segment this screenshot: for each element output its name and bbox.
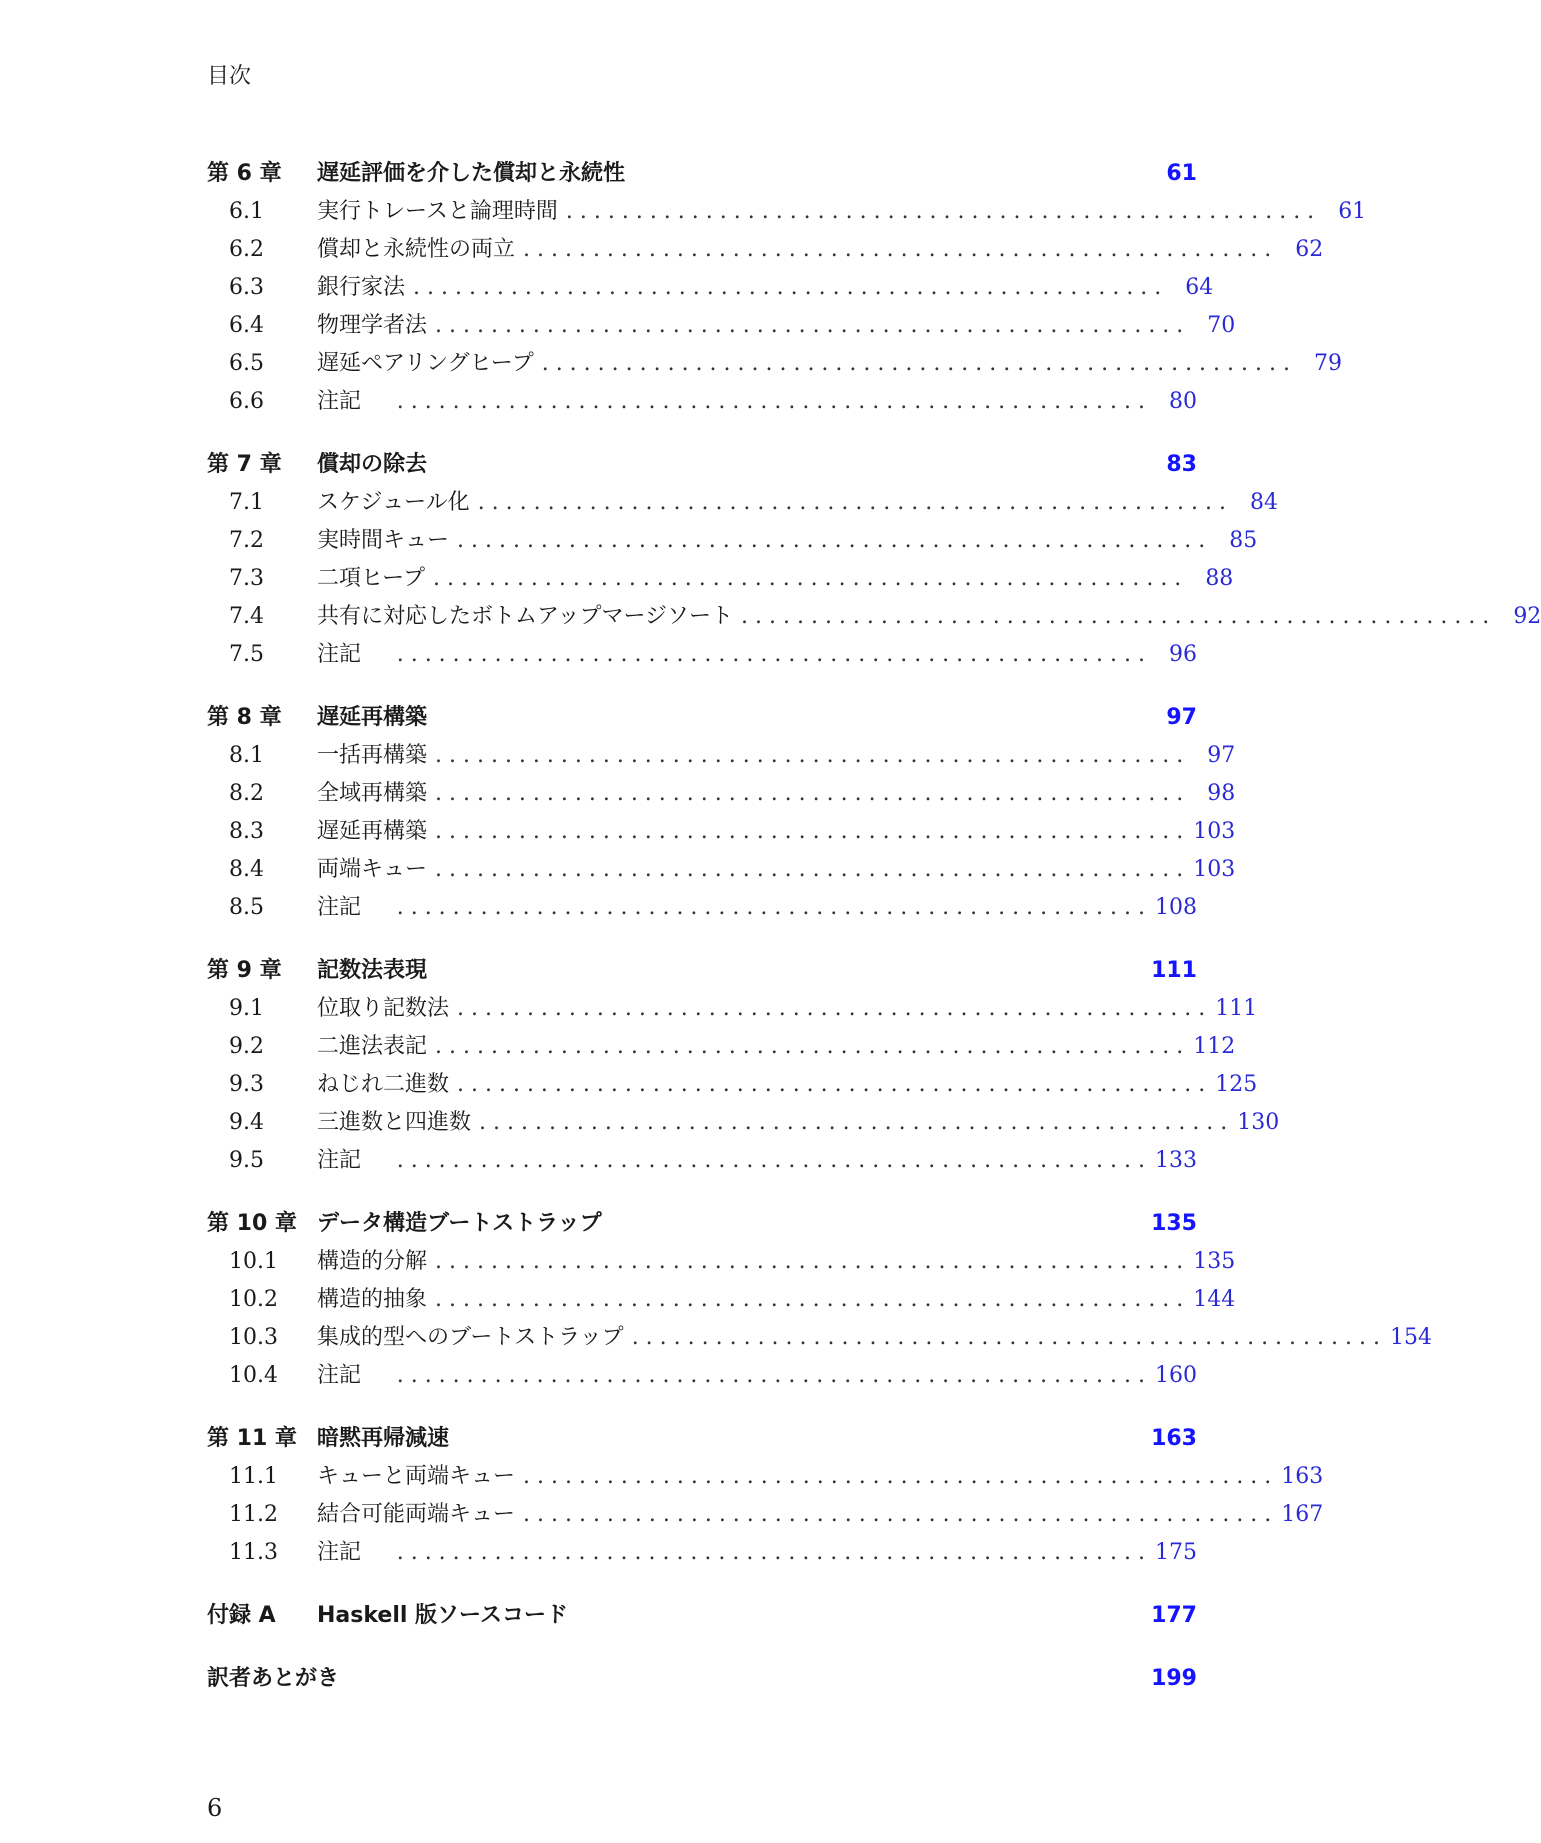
dot-leader: . . . . . . . . . . . . . . . . . . . . . . . . . . . . . . . . . . . . . . . . . . . . . . . . . . . . . . [565, 199, 1315, 224]
toc-section-row[interactable] [207, 522, 1258, 560]
toc-chapter-row[interactable] [207, 1205, 1197, 1243]
chapter-title: Haskell 版ソースコード [317, 1603, 568, 1628]
dot-leader: . . . . . . . . . . . . . . . . . . . . . . . . . . . . . . . . . . . . . . . . . . . . . . . . . . . . . . [435, 781, 1184, 806]
dot-leader: . . . . . . . . . . . . . . . . . . . . . . . . . . . . . . . . . . . . . . . . . . . . . . . . . . . . . . [435, 313, 1184, 338]
section-title: 実時間キュー [317, 528, 450, 553]
toc-section-row[interactable] [207, 636, 1197, 674]
section-title: 償却と永続性の両立 [317, 237, 516, 262]
chapter-page-link[interactable]: 111 [1151, 958, 1197, 983]
section-title: 遅延再構築 [317, 819, 428, 844]
dot-leader: . . . . . . . . . . . . . . . . . . . . . . . . . . . . . . . . . . . . . . . . . . . . . . . . . . . . . . [435, 857, 1184, 882]
section-page-link[interactable]: 144 [1193, 1287, 1236, 1312]
section-title: 二進法表記 [317, 1034, 428, 1059]
section-page-link[interactable]: 79 [1313, 351, 1342, 376]
toc-section-row[interactable] [207, 383, 1197, 421]
toc-section-row[interactable] [207, 1319, 1432, 1357]
section-page-link[interactable]: 96 [1169, 642, 1197, 667]
section-number: 9.4 [229, 1110, 264, 1135]
section-title: 注記 [317, 1540, 362, 1565]
section-page-link[interactable]: 167 [1281, 1502, 1324, 1527]
toc-chapter-row[interactable] [207, 1420, 1197, 1458]
chapter-gap [207, 674, 1197, 699]
chapter-gap [207, 1395, 1197, 1420]
section-title: 銀行家法 [317, 275, 406, 300]
table-of-contents [207, 155, 1541, 1698]
dot-leader: . . . . . . . . . . . . . . . . . . . . . . . . . . . . . . . . . . . . . . . . . . . . . . . . . . . . . . [541, 351, 1290, 376]
section-number: 10.1 [229, 1249, 278, 1274]
section-page-link[interactable]: 175 [1155, 1540, 1197, 1565]
toc-section-row[interactable] [207, 1028, 1236, 1066]
section-title: 物理学者法 [317, 313, 428, 338]
section-number: 10.2 [229, 1287, 278, 1312]
section-page-link[interactable]: 133 [1155, 1148, 1197, 1173]
dot-leader: . . . . . . . . . . . . . . . . . . . . . . . . . . . . . . . . . . . . . . . . . . . . . . . . . . . . . . [435, 1249, 1184, 1274]
section-title: スケジュール化 [317, 490, 470, 515]
dot-leader: . . . . . . . . . . . . . . . . . . . . . . . . . . . . . . . . . . . . . . . . . . . . . . . . . . . . . . [523, 1464, 1272, 1489]
dot-leader: . . . . . . . . . . . . . . . . . . . . . . . . . . . . . . . . . . . . . . . . . . . . . . . . . . . . . . [396, 895, 1145, 920]
section-number: 9.5 [229, 1148, 264, 1173]
chapter-number: 付録 A [207, 1603, 276, 1628]
section-number: 10.3 [229, 1325, 278, 1350]
dot-leader: . . . . . . . . . . . . . . . . . . . . . . . . . . . . . . . . . . . . . . . . . . . . . . . . . . . . . . [396, 1540, 1145, 1565]
chapter-number: 第 6 章 [207, 161, 282, 186]
chapter-title: データ構造ブートストラップ [317, 1211, 602, 1236]
toc-section-row[interactable] [207, 775, 1236, 813]
section-title: キューと両端キュー [317, 1464, 516, 1489]
section-title: 構造的抽象 [317, 1287, 428, 1312]
section-page-link[interactable]: 84 [1249, 490, 1278, 515]
toc-section-row[interactable] [207, 598, 1541, 636]
toc-section-row[interactable] [207, 1458, 1324, 1496]
toc-section-row[interactable] [207, 345, 1342, 383]
chapter-page-link[interactable]: 163 [1151, 1426, 1197, 1451]
toc-section-row[interactable] [207, 1104, 1280, 1142]
section-number: 11.2 [229, 1502, 278, 1527]
section-page-link[interactable]: 130 [1237, 1110, 1280, 1135]
toc-section-row[interactable] [207, 560, 1234, 598]
toc-section-row[interactable] [207, 990, 1258, 1028]
section-number: 6.1 [229, 199, 264, 224]
section-title: 共有に対応したボトムアップマージソート [317, 604, 734, 629]
section-page-link[interactable]: 112 [1193, 1034, 1236, 1059]
chapter-title: 遅延評価を介した償却と永続性 [317, 161, 626, 186]
toc-section-row[interactable] [207, 269, 1214, 307]
dot-leader: . . . . . . . . . . . . . . . . . . . . . . . . . . . . . . . . . . . . . . . . . . . . . . . . . . . . . . [457, 996, 1206, 1021]
section-page-link[interactable]: 125 [1215, 1072, 1258, 1097]
section-number: 8.3 [229, 819, 264, 844]
dot-leader: . . . . . . . . . . . . . . . . . . . . . . . . . . . . . . . . . . . . . . . . . . . . . . . . . . . . . . [523, 237, 1272, 262]
chapter-gap [207, 1572, 1197, 1597]
dot-leader: . . . . . . . . . . . . . . . . . . . . . . . . . . . . . . . . . . . . . . . . . . . . . . . . . . . . . . [433, 566, 1182, 591]
dot-leader: . . . . . . . . . . . . . . . . . . . . . . . . . . . . . . . . . . . . . . . . . . . . . . . . . . . . . . [435, 819, 1184, 844]
section-title: 全域再構築 [317, 781, 428, 806]
toc-section-row[interactable] [207, 737, 1236, 775]
chapter-gap [207, 421, 1197, 446]
section-page-link[interactable]: 61 [1338, 199, 1367, 224]
chapter-number: 訳者あとがき [207, 1666, 340, 1691]
toc-chapter-row[interactable] [207, 1597, 1197, 1635]
toc-section-row[interactable] [207, 1281, 1236, 1319]
section-title: ねじれ二進数 [317, 1072, 450, 1097]
dot-leader: . . . . . . . . . . . . . . . . . . . . . . . . . . . . . . . . . . . . . . . . . . . . . . . . . . . . . . [523, 1502, 1272, 1527]
toc-chapter-row[interactable] [207, 699, 1197, 737]
toc-section-row[interactable] [207, 307, 1236, 345]
dot-leader: . . . . . . . . . . . . . . . . . . . . . . . . . . . . . . . . . . . . . . . . . . . . . . . . . . . . . . [435, 1287, 1184, 1312]
toc-section-row[interactable] [207, 851, 1236, 889]
running-head: 目次 [207, 64, 252, 89]
chapter-page-link[interactable]: 177 [1151, 1603, 1197, 1628]
section-title: 三進数と四進数 [317, 1110, 472, 1135]
chapter-gap [207, 927, 1197, 952]
chapter-title: 遅延再構築 [317, 705, 428, 730]
chapter-number: 第 9 章 [207, 958, 282, 983]
toc-section-row[interactable] [207, 231, 1324, 269]
chapter-page-link[interactable]: 199 [1151, 1666, 1197, 1691]
section-title: 注記 [317, 642, 362, 667]
section-title: 一括再構築 [317, 743, 428, 768]
dot-leader: . . . . . . . . . . . . . . . . . . . . . . . . . . . . . . . . . . . . . . . . . . . . . . . . . . . . . . [457, 1072, 1206, 1097]
toc-section-row[interactable] [207, 889, 1197, 927]
toc-section-row[interactable] [207, 1534, 1197, 1572]
chapter-gap [207, 1180, 1197, 1205]
section-page-link[interactable]: 98 [1207, 781, 1236, 806]
chapter-number: 第 10 章 [207, 1211, 297, 1236]
section-number: 6.4 [229, 313, 264, 338]
section-number: 6.6 [229, 389, 264, 414]
chapter-gap [207, 1635, 1197, 1660]
section-page-link[interactable]: 88 [1205, 566, 1234, 591]
section-page-link[interactable]: 80 [1169, 389, 1197, 414]
section-title: 両端キュー [317, 857, 428, 882]
dot-leader: . . . . . . . . . . . . . . . . . . . . . . . . . . . . . . . . . . . . . . . . . . . . . . . . . . . . . . [435, 1034, 1184, 1059]
chapter-number: 第 11 章 [207, 1426, 297, 1451]
section-page-link[interactable]: 108 [1155, 895, 1197, 920]
toc-section-row[interactable] [207, 484, 1278, 522]
section-page-link[interactable]: 160 [1155, 1363, 1197, 1388]
dot-leader: . . . . . . . . . . . . . . . . . . . . . . . . . . . . . . . . . . . . . . . . . . . . . . . . . . . . . . [479, 1110, 1228, 1135]
section-title: 構造的分解 [317, 1249, 428, 1274]
section-number: 7.4 [229, 604, 264, 629]
toc-section-row[interactable] [207, 1243, 1236, 1281]
section-page-link[interactable]: 103 [1193, 819, 1236, 844]
section-number: 8.4 [229, 857, 264, 882]
toc-chapter-row[interactable] [207, 155, 1197, 193]
section-number: 10.4 [229, 1363, 278, 1388]
dot-leader: . . . . . . . . . . . . . . . . . . . . . . . . . . . . . . . . . . . . . . . . . . . . . . . . . . . . . . [477, 490, 1226, 515]
section-title: 注記 [317, 1148, 362, 1173]
section-number: 7.2 [229, 528, 264, 553]
dot-leader: . . . . . . . . . . . . . . . . . . . . . . . . . . . . . . . . . . . . . . . . . . . . . . . . . . . . . . [396, 389, 1145, 414]
section-title: 注記 [317, 389, 362, 414]
toc-section-row[interactable] [207, 193, 1367, 231]
section-number: 7.3 [229, 566, 264, 591]
section-title: 二項ヒープ [317, 566, 426, 591]
dot-leader: . . . . . . . . . . . . . . . . . . . . . . . . . . . . . . . . . . . . . . . . . . . . . . . . . . . . . . [396, 1148, 1145, 1173]
section-page-link[interactable]: 70 [1207, 313, 1236, 338]
section-number: 9.1 [229, 996, 264, 1021]
section-page-link[interactable]: 111 [1215, 996, 1258, 1021]
section-title: 注記 [317, 895, 362, 920]
chapter-page-link[interactable]: 61 [1166, 161, 1197, 186]
toc-section-row[interactable] [207, 1357, 1197, 1395]
chapter-number: 第 8 章 [207, 705, 282, 730]
section-title: 位取り記数法 [317, 996, 450, 1021]
chapter-title: 償却の除去 [317, 452, 428, 477]
section-number: 7.1 [229, 490, 264, 515]
chapter-page-link[interactable]: 83 [1166, 452, 1197, 477]
page-number: 6 [207, 1794, 223, 1822]
section-title: 遅延ペアリングヒープ [317, 351, 534, 376]
dot-leader: . . . . . . . . . . . . . . . . . . . . . . . . . . . . . . . . . . . . . . . . . . . . . . . . . . . . . . [741, 604, 1490, 629]
toc-section-row[interactable] [207, 1496, 1324, 1534]
dot-leader: . . . . . . . . . . . . . . . . . . . . . . . . . . . . . . . . . . . . . . . . . . . . . . . . . . . . . . [435, 743, 1184, 768]
toc-section-row[interactable] [207, 1066, 1258, 1104]
section-page-link[interactable]: 92 [1513, 604, 1541, 629]
section-number: 11.3 [229, 1540, 278, 1565]
toc-section-row[interactable] [207, 1142, 1197, 1180]
section-number: 9.3 [229, 1072, 264, 1097]
section-page-link[interactable]: 85 [1229, 528, 1258, 553]
chapter-page-link[interactable]: 135 [1151, 1211, 1197, 1236]
chapter-number: 第 7 章 [207, 452, 282, 477]
section-number: 6.5 [229, 351, 264, 376]
chapter-page-link[interactable]: 97 [1166, 705, 1197, 730]
section-number: 9.2 [229, 1034, 264, 1059]
section-title: 注記 [317, 1363, 362, 1388]
section-page-link[interactable]: 154 [1389, 1325, 1432, 1350]
section-page-link[interactable]: 64 [1185, 275, 1214, 300]
section-number: 8.5 [229, 895, 264, 920]
section-page-link[interactable]: 97 [1207, 743, 1236, 768]
section-number: 8.1 [229, 743, 264, 768]
section-number: 6.2 [229, 237, 264, 262]
dot-leader: . . . . . . . . . . . . . . . . . . . . . . . . . . . . . . . . . . . . . . . . . . . . . . . . . . . . . . [413, 275, 1162, 300]
dot-leader: . . . . . . . . . . . . . . . . . . . . . . . . . . . . . . . . . . . . . . . . . . . . . . . . . . . . . . [396, 1363, 1145, 1388]
dot-leader: . . . . . . . . . . . . . . . . . . . . . . . . . . . . . . . . . . . . . . . . . . . . . . . . . . . . . . [396, 642, 1145, 667]
toc-chapter-row[interactable] [207, 1660, 1197, 1698]
chapter-title: 暗黙再帰減速 [317, 1426, 450, 1451]
section-number: 8.2 [229, 781, 264, 806]
dot-leader: . . . . . . . . . . . . . . . . . . . . . . . . . . . . . . . . . . . . . . . . . . . . . . . . . . . . . . [631, 1325, 1380, 1350]
chapter-title: 記数法表現 [317, 958, 428, 983]
section-number: 6.3 [229, 275, 264, 300]
section-title: 実行トレースと論理時間 [317, 199, 558, 224]
section-page-link[interactable]: 62 [1295, 237, 1324, 262]
section-title: 集成的型へのブートストラップ [317, 1325, 624, 1350]
dot-leader: . . . . . . . . . . . . . . . . . . . . . . . . . . . . . . . . . . . . . . . . . . . . . . . . . . . . . . [457, 528, 1206, 553]
section-page-link[interactable]: 103 [1193, 857, 1236, 882]
section-number: 7.5 [229, 642, 264, 667]
toc-chapter-row[interactable] [207, 952, 1197, 990]
toc-chapter-row[interactable] [207, 446, 1197, 484]
toc-section-row[interactable] [207, 813, 1236, 851]
section-page-link[interactable]: 163 [1281, 1464, 1324, 1489]
section-title: 結合可能両端キュー [317, 1502, 516, 1527]
section-number: 11.1 [229, 1464, 278, 1489]
section-page-link[interactable]: 135 [1193, 1249, 1236, 1274]
